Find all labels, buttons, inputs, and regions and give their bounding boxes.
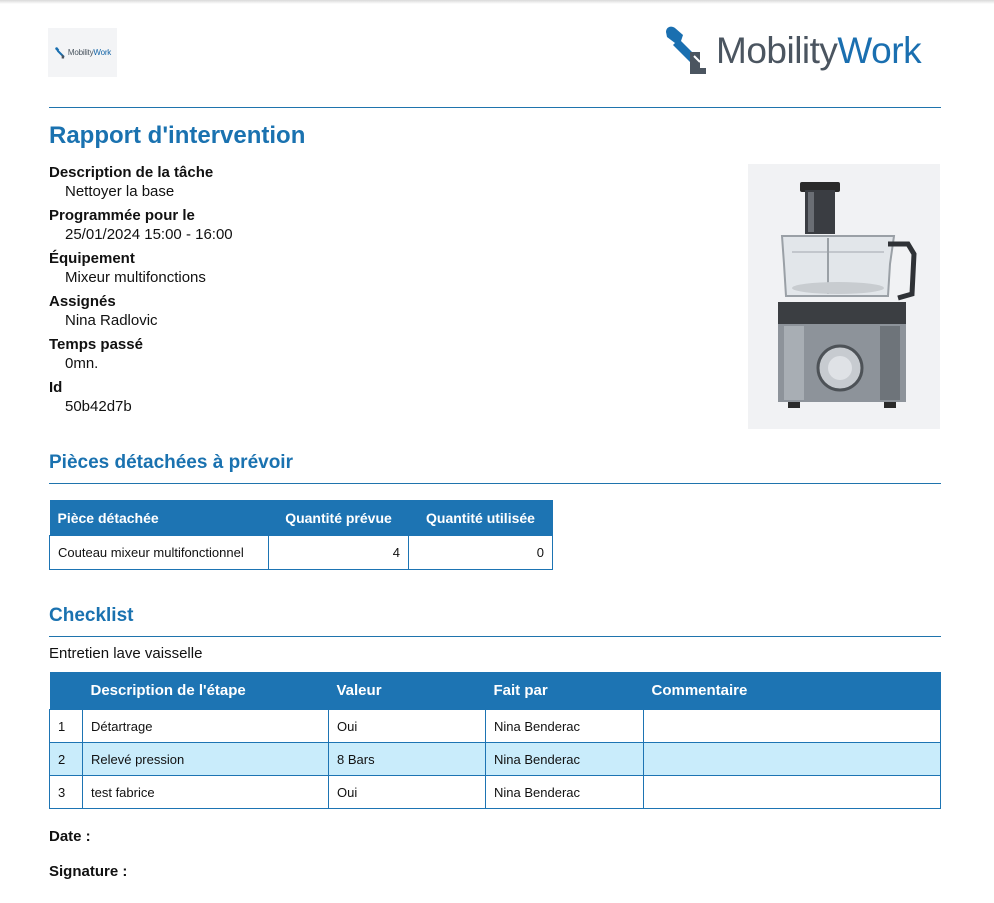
field-value-scheduled: 25/01/2024 15:00 - 16:00 [65,226,233,243]
checklist-name: Entretien lave vaisselle [49,645,203,662]
parts-divider [49,483,941,484]
step-comment-cell [644,710,941,743]
column-header-comment: Commentaire [644,672,941,710]
part-name-cell: Couteau mixeur multifonctionnel [50,536,269,570]
step-number-cell: 2 [50,743,83,776]
table-row [50,743,941,776]
step-description-cell: Détartrage [83,710,329,743]
header-divider [49,107,941,108]
column-header-value: Valeur [329,672,486,710]
column-header-done-by: Fait par [486,672,644,710]
parts-table [49,500,553,570]
column-header-step: Description de l'étape [83,672,329,710]
field-label-assignees: Assignés [49,293,116,310]
step-comment-cell [644,743,941,776]
report-fields [49,163,233,421]
parts-heading: Pièces détachées à prévoir [49,452,293,473]
step-description-cell: Relevé pression [83,743,329,776]
signature-label: Signature : [49,863,128,880]
table-header-row [50,672,941,710]
step-value-cell: 8 Bars [329,743,486,776]
field-value-description: Nettoyer la base [65,183,175,200]
planned-qty-cell: 4 [269,536,409,570]
step-done-by-cell: Nina Benderac [486,710,644,743]
field-label-time-spent: Temps passé [49,336,143,353]
field-label-description: Description de la tâche [49,164,214,181]
checklist-table [49,672,941,809]
field-value-equipment: Mixeur multifonctions [65,269,206,286]
column-header-number [50,672,83,710]
step-comment-cell [644,776,941,809]
field-value-assignees: Nina Radlovic [65,312,158,329]
field-label-id: Id [49,379,63,396]
table-row [50,710,941,743]
step-done-by-cell: Nina Benderac [486,776,644,809]
step-done-by-cell: Nina Benderac [486,743,644,776]
food-processor-image [748,164,940,429]
field-value-id: 50b42d7b [65,398,132,415]
field-label-equipment: Équipement [49,250,135,267]
step-value-cell: Oui [329,776,486,809]
table-row [50,536,553,570]
step-value-cell: Oui [329,710,486,743]
small-company-logo [48,28,117,77]
equipment-photo [748,164,940,429]
column-header-planned-qty: Quantité prévue [269,500,409,536]
field-label-scheduled: Programmée pour le [49,207,195,224]
column-header-used-qty: Quantité utilisée [409,500,553,536]
wrench-icon [664,26,708,76]
table-row [50,776,941,809]
column-header-part: Pièce détachée [50,500,269,536]
small-logo-text: MobilityWork [67,48,112,57]
wrench-icon [54,47,66,59]
step-number-cell: 1 [50,710,83,743]
field-value-time-spent: 0mn. [65,355,99,372]
table-header-row [50,500,553,536]
date-label: Date : [49,828,91,845]
company-logo [664,26,921,76]
step-description-cell: test fabrice [83,776,329,809]
checklist-heading: Checklist [49,605,134,626]
report-title: Rapport d'intervention [49,122,306,149]
logo-wordmark: MobilityWork [716,30,922,71]
checklist-divider [49,636,941,637]
step-number-cell: 3 [50,776,83,809]
page-top-shadow [0,0,994,4]
used-qty-cell: 0 [409,536,553,570]
